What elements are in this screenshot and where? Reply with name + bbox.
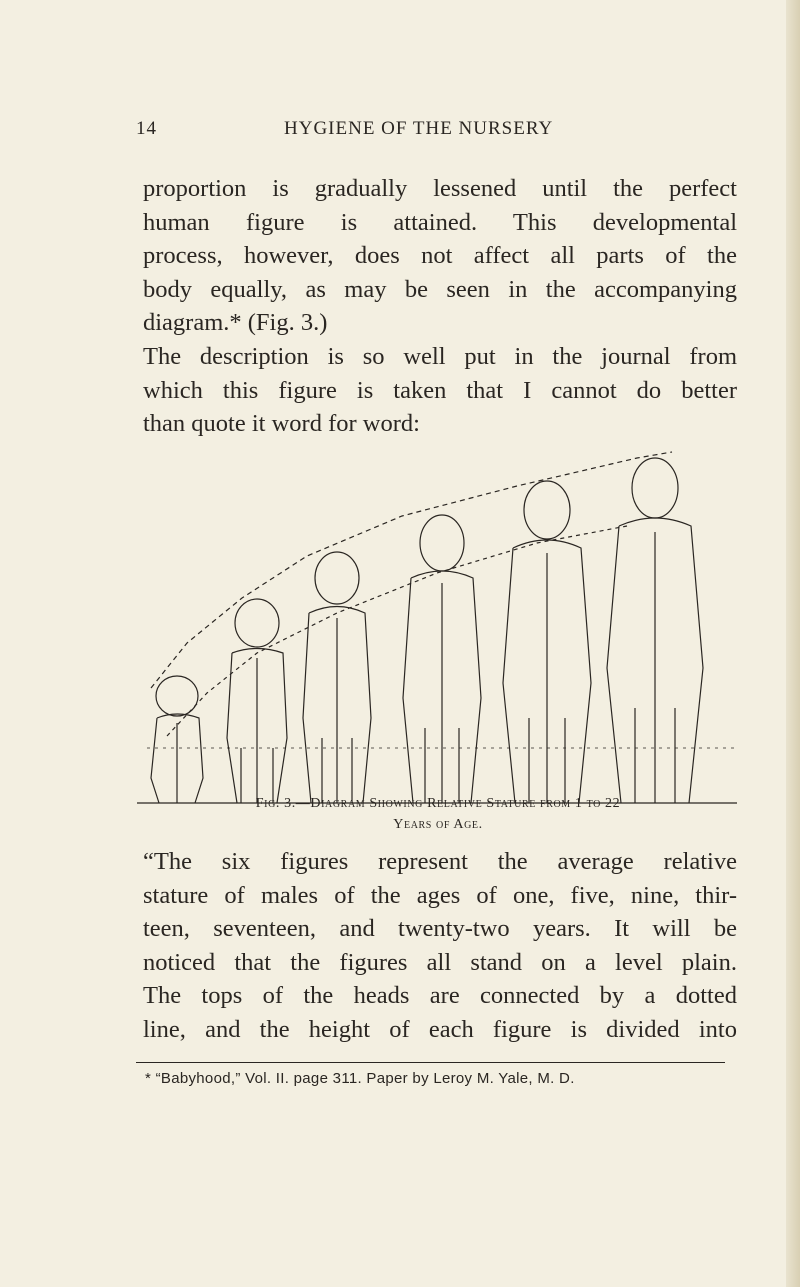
text-line: noticed that the figures all stand on a level plain. [143,948,737,976]
text-line: than quote it word for word: [143,410,420,438]
paragraph-intro [143,172,737,340]
text-line: proportion is gradually lessened until the perfect [143,175,737,202]
running-head: HYGIENE OF THE NURSERY [284,118,554,139]
figure-age-17 [503,481,591,803]
text-line: process, however, does not affect all parts of the [143,242,737,270]
text-line: stature of males of the ages of one, five, nine, thir- [143,881,737,909]
caption-line-1: Fig. 3.—Diagram Showing Relative Stature from 1 to 22 [255,796,621,811]
figure-age-1 [151,676,203,803]
text-line: which this figure is taken that I cannot do better [143,376,737,404]
caption-line-2: Years of Age. [393,817,483,832]
figure-caption [136,793,740,835]
footnote: * “Babyhood,” Vol. II. page 311. Paper by Leroy M. Yale, M. D. [145,1070,575,1087]
paragraph-quote-intro [143,340,737,441]
text-line: “The six figures represent the average relative [143,848,737,875]
figure-age-22 [607,458,703,803]
text-line: The tops of the heads are connected by a dotted [143,982,737,1010]
figure-age-5 [227,599,287,803]
page-edge-shadow [786,0,800,1287]
text-line: The description is so well put in the journal from [143,343,737,370]
text-line: body equally, as may be seen in the accompanying [143,275,737,303]
text-line: diagram.* (Fig. 3.) [143,309,328,337]
stature-figure-illustration [137,448,737,808]
paragraph-quotation [143,845,737,1047]
figure-age-9 [303,552,371,803]
text-line: human figure is attained. This developmental [143,208,737,236]
text-line: teen, seventeen, and twenty-two years. It will be [143,915,737,943]
head-top-dotted-line [151,452,672,688]
figure-age-13 [403,515,481,803]
page-number: 14 [136,118,157,139]
page-header [136,118,736,148]
footnote-rule [136,1062,725,1063]
text-line: line, and the height of each figure is divided into [143,1015,737,1043]
